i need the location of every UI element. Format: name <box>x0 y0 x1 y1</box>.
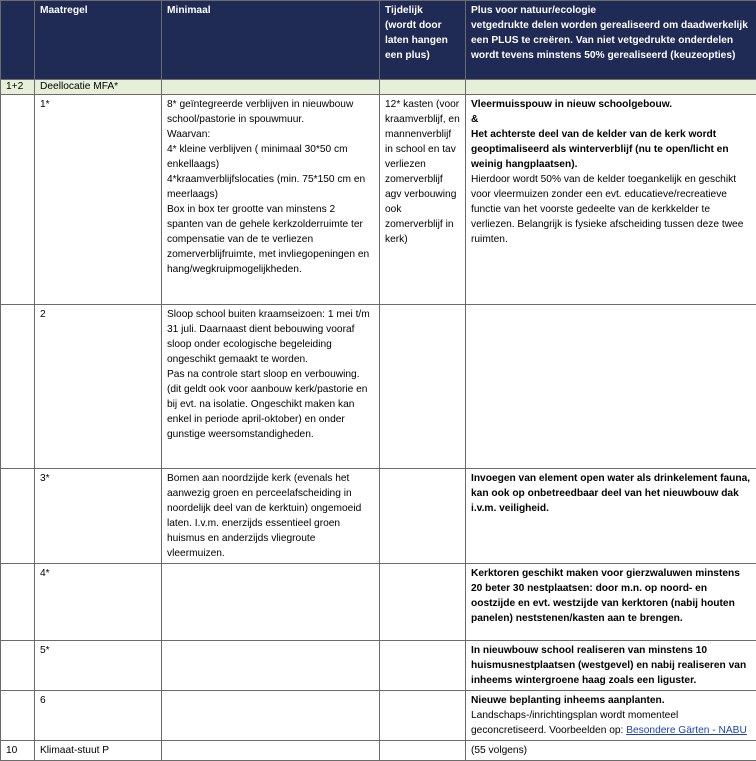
header-minimaal: Minimaal <box>162 1 380 80</box>
row-maatregel: 6 <box>35 691 162 741</box>
row-id-cell <box>1 641 35 691</box>
table-row <box>1 641 756 691</box>
plus-normal-text: Landschaps-/inrichtingsplan wordt momenteel geconcretiseerd. Voorbeelden op: <box>471 710 678 736</box>
row-maatregel: Klimaat-stuut P <box>35 741 162 761</box>
section-empty-cell <box>380 80 466 95</box>
row-tijdelijk <box>380 741 466 761</box>
row-plus <box>466 305 756 469</box>
row-tijdelijk <box>380 305 466 469</box>
table-row <box>1 741 756 761</box>
minimaal-line: 4*kraamverblijfslocaties (min. 75*150 cm en meerlaags) <box>167 172 374 202</box>
row-id-cell <box>1 691 35 741</box>
nabu-link[interactable]: Besondere Gärten - NABU <box>626 725 747 736</box>
row-minimaal: Bomen aan noordzijde kerk (evenals het aanwezig groen en perceelafscheiding in noordelijk deel van de kerktuin) ongemoeid laten. I.v.m. enerzijds essentieel groen huismus en anderzijds vliegroute vleermuizen. <box>162 469 380 564</box>
header-tijdelijk <box>380 1 466 80</box>
minimaal-line: 4* kleine verblijven ( minimaal 30*50 cm enkellaags) <box>167 142 374 172</box>
row-tijdelijk <box>380 564 466 641</box>
row-minimaal <box>162 641 380 691</box>
table-row <box>1 564 756 641</box>
row-plus: Invoegen van element open water als drinkelement fauna, kan ook op onbetreedbaar deel van het nieuwbouw dak i.v.m. veiligheid. <box>466 469 756 564</box>
minimaal-line: Waarvan: <box>167 127 374 142</box>
header-tijdelijk-line: Tijdelijk <box>385 3 460 18</box>
header-id <box>1 1 35 80</box>
minimaal-line: Pas na controle start sloop en verbouwing. (dit geldt ook voor aanbouw kerk/pastorie en bij evt. na isolatie. Ongeschikt maken kan enkel in periode april-oktober) en onder gunstige weersomstandigheden. <box>167 367 374 442</box>
plus-bold-line: Vleermuisspouw in nieuw schoolgebouw. <box>471 97 751 112</box>
plus-bold-line: Het achterste deel van de kelder van de kerk wordt geoptimaliseerd als winterverblijf (nu te open/licht en weinig hangplaatsen). <box>471 127 751 172</box>
row-maatregel: 5* <box>35 641 162 691</box>
section-label: Deellocatie MFA* <box>35 80 162 95</box>
row-id-cell <box>1 469 35 564</box>
row-tijdelijk <box>380 641 466 691</box>
row-maatregel: 4* <box>35 564 162 641</box>
row-id-cell <box>1 564 35 641</box>
minimaal-line: Box in box ter grootte van minstens 2 spanten van de gehele kerkzolderruimte ter compensatie van de te verliezen zomerverblijfruimte, met invliegopeningen en hang/wegkruipmogelijkheden. <box>167 202 374 277</box>
row-plus <box>466 691 756 741</box>
row-plus: Kerktoren geschikt maken voor gierzwaluwen minstens 20 beter 30 nestplaatsen: door m.n. op noord- en oostzijde en evt. westzijde van kerktoren (nabij houten panelen) neststenen/kasten aan te brengen. <box>466 564 756 641</box>
header-tijdelijk-line: laten hangen <box>385 33 460 48</box>
header-tijdelijk-line: een plus) <box>385 48 460 63</box>
row-id-cell: 10 <box>1 741 35 761</box>
row-id-cell <box>1 305 35 469</box>
table-row <box>1 691 756 741</box>
row-minimaal <box>162 305 380 469</box>
header-maatregel: Maatregel <box>35 1 162 80</box>
section-empty-cell <box>466 80 756 95</box>
row-tijdelijk: 12* kasten (voor kraamverblijf, en mannenverblijf in school en tav verliezen zomerverblijf agv verbouwing ook zomerverblijf in kerk) <box>380 95 466 305</box>
row-plus: (55 volgens) <box>466 741 756 761</box>
minimaal-line: 8* geïntegreerde verblijven in nieuwbouw school/pastorie in spouwmuur. <box>167 97 374 127</box>
section-row <box>1 80 756 95</box>
header-plus-title: Plus voor natuur/ecologie <box>471 3 751 18</box>
plus-normal-line: Hierdoor wordt 50% van de kelder toegankelijk en geschikt voor vleermuizen zonder een evt. educatieve/recreatieve functie van het voorste gedeelte van de kerkkelder te verliezen. Belangrijk is fysieke afscheiding tussen deze twee ruimten. <box>471 172 751 247</box>
section-empty-cell <box>162 80 380 95</box>
section-id: 1+2 <box>1 80 35 95</box>
minimaal-line: Sloop school buiten kraamseizoen: 1 mei t/m 31 juli. Daarnaast dient bebouwing vooraf sloop onder ecologische begeleiding ongeschikt gemaakt te worden. <box>167 307 374 367</box>
table-row <box>1 95 756 305</box>
row-minimaal <box>162 564 380 641</box>
header-plus <box>466 1 756 80</box>
row-id-cell <box>1 95 35 305</box>
row-minimaal <box>162 741 380 761</box>
plus-bold-text: Nieuwe beplanting inheems aanplanten. <box>471 695 665 706</box>
row-tijdelijk <box>380 469 466 564</box>
row-maatregel: 3* <box>35 469 162 564</box>
row-maatregel: 2 <box>35 305 162 469</box>
row-tijdelijk <box>380 691 466 741</box>
plus-bold-line: & <box>471 112 751 127</box>
row-plus <box>466 95 756 305</box>
row-minimaal <box>162 95 380 305</box>
table-row <box>1 305 756 469</box>
header-plus-note: vetgedrukte delen worden gerealiseerd om daadwerkelijk een PLUS te creëren. Van niet vetgedrukte onderdelen wordt tevens minstens 50% gerealiseerd (keuzeopties) <box>471 18 751 63</box>
row-minimaal <box>162 691 380 741</box>
header-tijdelijk-line: (wordt door <box>385 18 460 33</box>
header-row <box>1 1 756 80</box>
row-plus: In nieuwbouw school realiseren van minstens 10 huismusnestplaatsen (westgevel) en nabij realiseren van inheems wintergroene haag zoals een liguster. <box>466 641 756 691</box>
row-maatregel: 1* <box>35 95 162 305</box>
table-row <box>1 469 756 564</box>
